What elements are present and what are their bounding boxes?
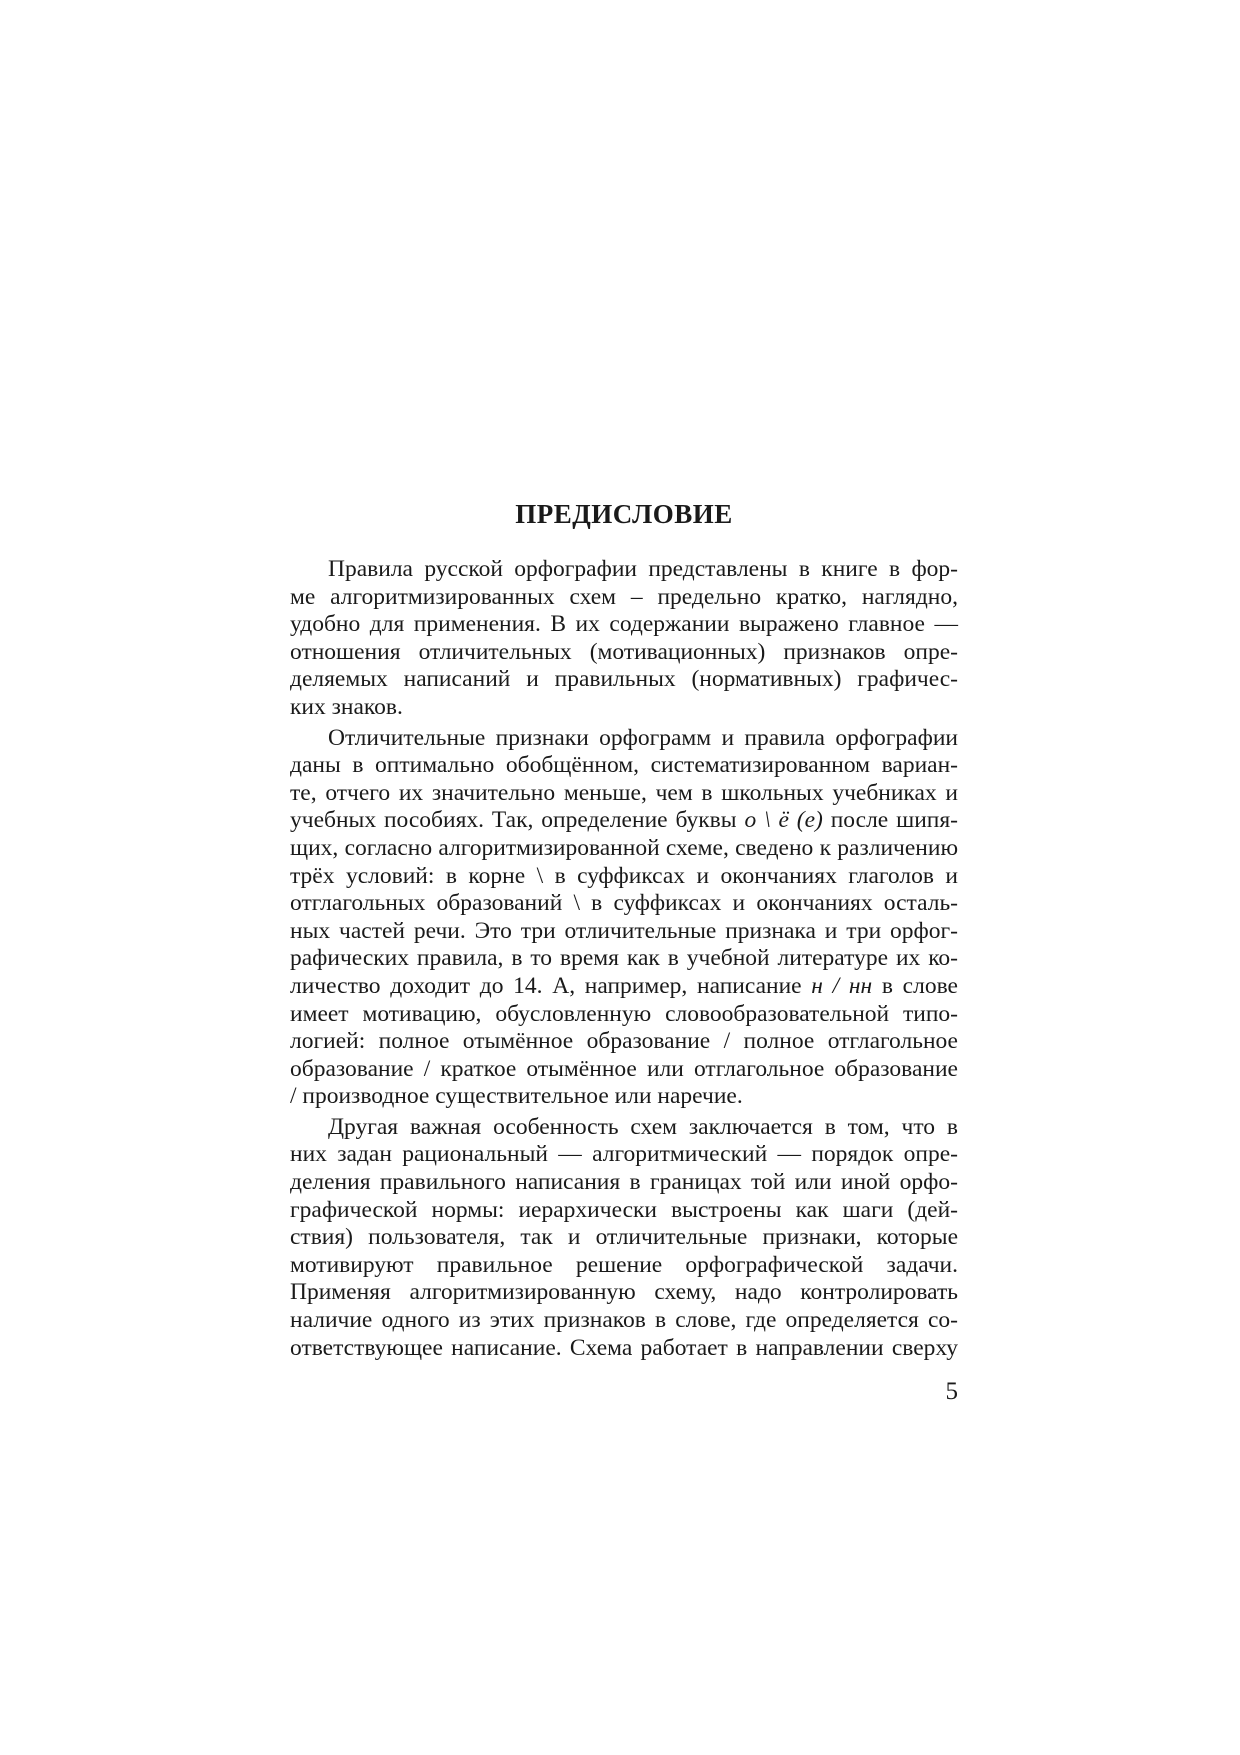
text-segment: после шипя- (822, 807, 958, 834)
text-line: них задан рациональный — алгоритмический — порядок опре- (290, 1141, 958, 1168)
text-line-mixed (290, 807, 958, 835)
preface-body (290, 556, 958, 1362)
text-line: трёх условий: в корне \ в суффиксах и окончаниях глаголов и (290, 862, 958, 889)
text-segment: в слове (872, 972, 958, 999)
paragraph-1 (290, 556, 958, 722)
text-line: Правила русской орфографии представлены в книге в фор- (328, 556, 958, 582)
text-line: отношения отличительных (мотивационных) признаков опре- (290, 638, 958, 665)
text-line: даны в оптимально обобщённом, систематизированном вариан- (290, 752, 958, 779)
text-line: ных частей речи. Это три отличительные признака и три орфог- (290, 917, 958, 944)
italic-letters-o-yo-e: о \ ё (е) (744, 807, 823, 834)
text-line: ответствующее написание. Схема работает в направлении сверху (290, 1334, 958, 1361)
page-number: 5 (945, 1378, 958, 1405)
text-line: мотивируют правильное решение орфографической задачи. (290, 1251, 958, 1278)
text-line: / производное существительное или наречие. (290, 1083, 743, 1110)
text-line: щих, согласно алгоритмизированной схеме, сведено к различению (290, 834, 958, 861)
italic-letters-n-nn: н / нн (811, 972, 873, 999)
text-line: деления правильного написания в границах той или иной орфо- (290, 1169, 958, 1196)
text-line-mixed (290, 973, 958, 1001)
text-line: отглагольных образований \ в суффиксах и окончаниях осталь- (290, 890, 958, 917)
paragraph-2 (290, 725, 958, 1111)
text-segment: учебных пособиях. Так, определение буквы (290, 807, 745, 834)
text-line: наличие одного из этих признаков в слове, где определяется со- (290, 1307, 958, 1334)
text-line: Применяя алгоритмизированную схему, надо контролировать (290, 1279, 958, 1306)
text-line: графической нормы: иерархически выстроены как шаги (дей- (290, 1196, 958, 1223)
text-line: Другая важная особенность схем заключается в том, что в (328, 1113, 958, 1140)
text-line: ме алгоритмизированных схем – предельно кратко, наглядно, (290, 583, 958, 610)
text-line: имеет мотивацию, обусловленную словообразовательной типо- (290, 1000, 958, 1027)
text-line: логией: полное отымённое образование / полное отглагольное (290, 1028, 958, 1055)
text-line: рафических правила, в то время как в учебной литературе их ко- (290, 945, 958, 972)
text-line: ких знаков. (290, 693, 403, 720)
text-line: деляемых написаний и правильных (нормативных) графичес- (290, 666, 958, 693)
page-title: ПРЕДИСЛОВИЕ (515, 499, 733, 529)
text-line: те, отчего их значительно меньше, чем в школьных учебниках и (290, 779, 958, 806)
paragraph-3 (290, 1114, 958, 1362)
text-line: Отличительные признаки орфограмм и правила орфографии (328, 724, 958, 751)
text-line: ствия) пользователя, так и отличительные признаки, которые (290, 1224, 958, 1251)
text-line: образование / краткое отымённое или отглагольное образование (290, 1055, 958, 1082)
text-segment: личество доходит до 14. А, например, написание (290, 972, 812, 999)
text-line: удобно для применения. В их содержании выражено главное — (290, 611, 958, 638)
